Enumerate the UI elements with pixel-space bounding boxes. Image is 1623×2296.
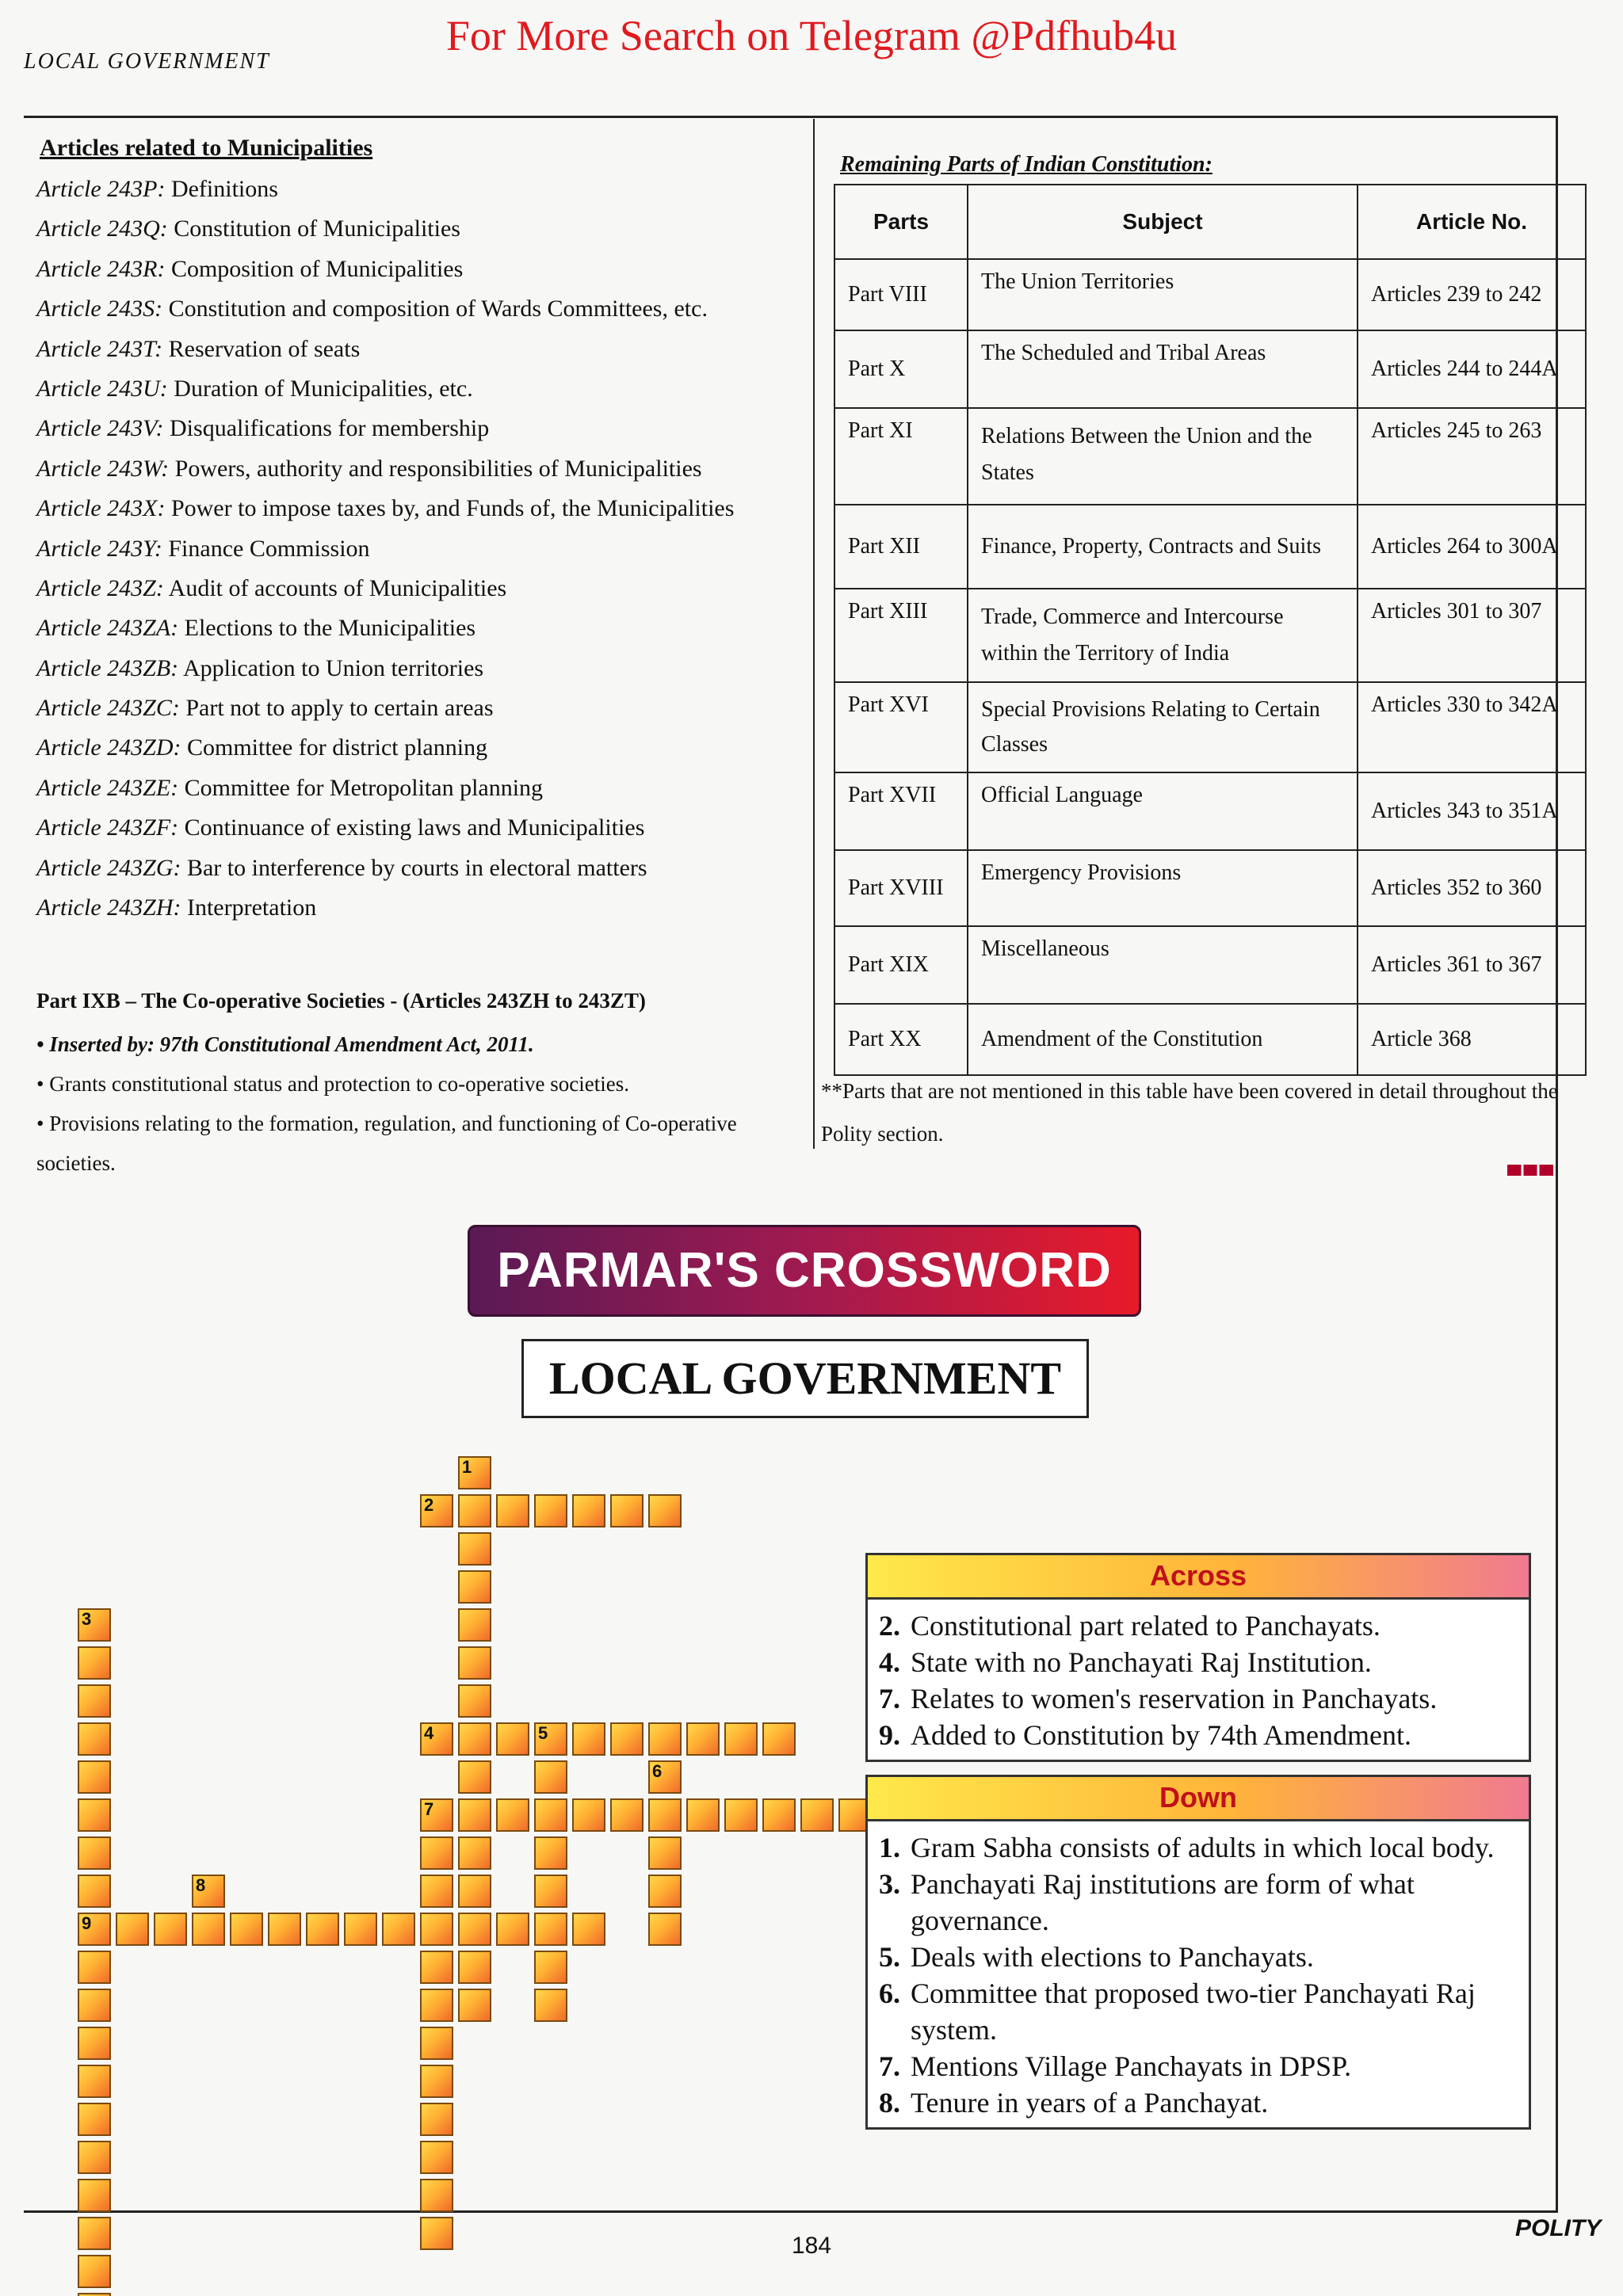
articles-heading: Articles related to Municipalities (40, 135, 373, 161)
cell-part: Part VIII (834, 259, 968, 330)
article-title: Power to impose taxes by, and Funds of, the Municipalities (165, 495, 735, 522)
cell-subject: Miscellaneous (968, 926, 1358, 1004)
crossword-cell[interactable] (420, 2027, 453, 2060)
table-header-row (834, 185, 1586, 259)
column-divider (813, 119, 815, 1149)
table-row (834, 259, 1586, 330)
article-title: Powers, authority and responsibilities of Municipalities (169, 455, 702, 482)
article-number: Article 243ZH: (36, 894, 181, 921)
crossword-cell[interactable] (78, 1684, 111, 1718)
cell-articles: Articles 244 to 244A (1358, 330, 1586, 408)
crossword-cell[interactable] (420, 1494, 453, 1527)
crossword-cell[interactable] (420, 2103, 453, 2136)
crossword-cell[interactable] (344, 1913, 377, 1946)
crossword-cell[interactable] (78, 2255, 111, 2288)
cell-subject: Amendment of the Constitution (968, 1004, 1358, 1075)
crossword-title: PARMAR'S CROSSWORD (468, 1225, 1141, 1317)
article-item (36, 376, 797, 415)
clue-text: Panchayati Raj institutions are form of what governance. (911, 1868, 1415, 1936)
article-title: Composition of Municipalities (165, 255, 464, 282)
down-clues-box (865, 1775, 1531, 2130)
clue-number: 3. (879, 1868, 900, 1900)
crossword-cell[interactable] (648, 1722, 682, 1756)
crossword-cell[interactable] (534, 1760, 567, 1794)
coop-point: • Grants constitutional status and protection to co-operative societies. (36, 1072, 630, 1096)
article-item (36, 415, 797, 455)
crossword-cell[interactable] (724, 1798, 758, 1832)
article-item (36, 176, 797, 215)
clue-text: Tenure in years of a Panchayat. (911, 2087, 1269, 2119)
article-item (36, 814, 797, 854)
crossword-cell[interactable] (78, 2103, 111, 2136)
down-clue-list (868, 1821, 1529, 2127)
clue-number: 6. (879, 1978, 900, 2009)
crossword-cell[interactable] (78, 1722, 111, 1756)
crossword-cell[interactable] (534, 1494, 567, 1527)
clue-text: Constitutional part related to Panchayats. (911, 1610, 1381, 1642)
crossword-subtitle: LOCAL GOVERNMENT (521, 1339, 1089, 1418)
cell-part: Part X (834, 330, 968, 408)
crossword-cell[interactable] (496, 1913, 529, 1946)
article-title: Bar to interference by courts in electoral matters (181, 854, 647, 881)
clue-number: 7. (879, 1683, 900, 1714)
article-item (36, 855, 797, 894)
clue-text: Committee that proposed two-tier Panchayati Raj system. (911, 1978, 1476, 2046)
crossword-cell[interactable] (154, 1913, 187, 1946)
article-item (36, 256, 797, 296)
cell-articles: Articles 245 to 263 (1358, 408, 1586, 505)
crossword-cell[interactable] (496, 1722, 529, 1756)
cell-articles: Articles 343 to 351A (1358, 772, 1586, 850)
crossword-cell[interactable] (458, 1570, 491, 1604)
crossword-cell[interactable] (420, 1951, 453, 1984)
across-clue (879, 1644, 1518, 1680)
crossword-cell[interactable] (686, 1722, 720, 1756)
table-row (834, 505, 1586, 589)
crossword-cell[interactable] (78, 1760, 111, 1794)
clue-text: Deals with elections to Panchayats. (911, 1941, 1314, 1973)
crossword-cell[interactable] (648, 1494, 682, 1527)
crossword-cell[interactable] (762, 1798, 796, 1832)
cell-part: Part XVI (834, 682, 968, 772)
article-item (36, 296, 797, 335)
crossword-cell[interactable] (420, 1913, 453, 1946)
article-title: Constitution and composition of Wards Committees, etc. (162, 296, 708, 322)
crossword-cell[interactable] (116, 1913, 149, 1946)
article-number: Article 243ZG: (36, 854, 181, 881)
article-title: Finance Commission (162, 535, 370, 562)
crossword-cell[interactable] (78, 1646, 111, 1680)
article-item (36, 336, 797, 376)
clue-start-number: 7 (424, 1799, 434, 1819)
table-row (834, 682, 1586, 772)
clue-number: 5. (879, 1941, 900, 1973)
cell-subject: Finance, Property, Contracts and Suits (968, 505, 1358, 589)
crossword-cell[interactable] (78, 1913, 111, 1946)
crossword-cell[interactable] (458, 1532, 491, 1566)
article-item (36, 575, 797, 615)
crossword-cell[interactable] (420, 1836, 453, 1870)
article-number: Article 243ZE: (36, 774, 179, 801)
down-clue (879, 1866, 1518, 1939)
crossword-cell[interactable] (648, 1836, 682, 1870)
article-title: Duration of Municipalities, etc. (167, 375, 473, 402)
crossword-cell[interactable] (534, 1989, 567, 2022)
down-clue (879, 2048, 1518, 2084)
running-head: LOCAL GOVERNMENT (24, 49, 270, 74)
crossword-cell[interactable] (78, 2065, 111, 2098)
crossword-cell[interactable] (648, 1760, 682, 1794)
article-number: Article 243X: (36, 495, 166, 522)
table-row (834, 850, 1586, 926)
cell-subject: Official Language (968, 772, 1358, 850)
crossword-cell[interactable] (78, 2141, 111, 2174)
clue-start-number: 3 (82, 1609, 92, 1629)
crossword-cell[interactable] (648, 1875, 682, 1908)
article-number: Article 243R: (36, 255, 166, 282)
crossword-cell[interactable] (458, 1722, 491, 1756)
down-clue (879, 2084, 1518, 2121)
cell-articles: Articles 301 to 307 (1358, 589, 1586, 682)
article-title: Committee for Metropolitan planning (178, 774, 544, 801)
crossword-cell[interactable] (420, 1875, 453, 1908)
crossword-cell[interactable] (534, 1836, 567, 1870)
table-row (834, 408, 1586, 505)
cell-subject: The Scheduled and Tribal Areas (968, 330, 1358, 408)
crossword-cell[interactable] (78, 1798, 111, 1832)
article-title: Application to Union territories (178, 654, 484, 681)
crossword-cell[interactable] (78, 2027, 111, 2060)
clue-text: State with no Panchayati Raj Institution. (911, 1646, 1372, 1678)
article-title: Elections to the Municipalities (178, 615, 476, 642)
article-title: Definitions (165, 176, 278, 202)
crossword-cell[interactable] (382, 1913, 415, 1946)
clue-start-number: 1 (462, 1457, 472, 1477)
clue-number: 2. (879, 1610, 900, 1642)
crossword-cell[interactable] (610, 1722, 643, 1756)
crossword-cell[interactable] (230, 1913, 263, 1946)
article-number: Article 243ZD: (36, 734, 181, 761)
article-item (36, 695, 797, 734)
crossword-cell[interactable] (458, 1646, 491, 1680)
table-row (834, 589, 1586, 682)
section-end-mark (1507, 1165, 1553, 1176)
column-header-subject: Subject (968, 185, 1358, 259)
column-header-parts: Parts (834, 185, 968, 259)
article-number: Article 243ZB: (36, 654, 179, 681)
article-number: Article 243U: (36, 375, 168, 402)
table-row (834, 772, 1586, 850)
crossword-cell[interactable] (572, 1722, 605, 1756)
article-item (36, 775, 797, 814)
cell-articles: Article 368 (1358, 1004, 1586, 1075)
article-number: Article 243W: (36, 455, 170, 482)
crossword-cell[interactable] (534, 1913, 567, 1946)
cell-part: Part XIII (834, 589, 968, 682)
crossword-cell[interactable] (78, 1875, 111, 1908)
crossword-cell[interactable] (458, 1989, 491, 2022)
crossword-cell[interactable] (610, 1494, 643, 1527)
article-list (36, 176, 797, 934)
article-item (36, 615, 797, 654)
frame-top-rule (24, 116, 1558, 118)
crossword-cell[interactable] (78, 2179, 111, 2212)
remaining-parts-table (834, 184, 1587, 1076)
article-title: Disqualifications for membership (163, 415, 490, 442)
crossword-cell[interactable] (78, 1989, 111, 2022)
clue-number: 8. (879, 2087, 900, 2119)
article-number: Article 243Z: (36, 574, 164, 601)
clue-number: 1. (879, 1832, 900, 1863)
cell-part: Part XVIII (834, 850, 968, 926)
crossword-cell[interactable] (762, 1722, 796, 1756)
table-row (834, 926, 1586, 1004)
crossword-cell[interactable] (458, 1951, 491, 1984)
crossword-cell[interactable] (800, 1798, 834, 1832)
coop-societies-section (36, 989, 797, 1183)
article-item (36, 536, 797, 575)
down-clue (879, 1939, 1518, 1975)
crossword-cell[interactable] (572, 1798, 605, 1832)
article-title: Constitution of Municipalities (167, 215, 460, 242)
clue-start-number: 5 (538, 1723, 548, 1743)
article-item (36, 894, 797, 934)
down-clue (879, 1829, 1518, 1866)
article-title: Committee for district planning (181, 734, 488, 761)
crossword-cell[interactable] (610, 1798, 643, 1832)
article-number: Article 243Y: (36, 535, 162, 562)
crossword-cell[interactable] (420, 1989, 453, 2022)
table-footnote: **Parts that are not mentioned in this table have been covered in detail throughout the Polity section. (821, 1079, 1558, 1146)
crossword-cell[interactable] (420, 2065, 453, 2098)
cell-articles: Articles 330 to 342A (1358, 682, 1586, 772)
crossword-cell[interactable] (534, 1875, 567, 1908)
crossword-cell[interactable] (458, 1684, 491, 1718)
crossword-cell[interactable] (420, 1798, 453, 1832)
crossword-cell[interactable] (458, 1875, 491, 1908)
article-title: Audit of accounts of Municipalities (163, 574, 507, 601)
article-number: Article 243P: (36, 176, 166, 202)
crossword-cell[interactable] (648, 1913, 682, 1946)
clue-number: 9. (879, 1719, 900, 1751)
down-header: Down (868, 1777, 1529, 1821)
cell-articles: Articles 352 to 360 (1358, 850, 1586, 926)
cell-articles: Articles 264 to 300A (1358, 505, 1586, 589)
crossword-cell[interactable] (496, 1798, 529, 1832)
remaining-parts-title: Remaining Parts of Indian Constitution: (840, 152, 1212, 177)
across-clues-box (865, 1553, 1531, 1762)
crossword-cell[interactable] (458, 1760, 491, 1794)
page-number: 184 (791, 2233, 832, 2259)
article-number: Article 243S: (36, 296, 163, 322)
table-row (834, 1004, 1586, 1075)
crossword-cell[interactable] (496, 1494, 529, 1527)
clue-number: 7. (879, 2050, 900, 2082)
article-title: Continuance of existing laws and Municipalities (178, 814, 645, 841)
coop-inserted-by: • Inserted by: 97th Constitutional Amendment Act, 2011. (36, 1032, 534, 1056)
cell-articles: Articles 361 to 367 (1358, 926, 1586, 1004)
down-clue (879, 1975, 1518, 2048)
crossword-cell[interactable] (78, 1836, 111, 1870)
crossword-cell[interactable] (458, 1798, 491, 1832)
clue-number: 4. (879, 1646, 900, 1678)
crossword-cell[interactable] (686, 1798, 720, 1832)
clue-text: Added to Constitution by 74th Amendment. (911, 1719, 1411, 1751)
clue-start-number: 8 (196, 1875, 206, 1895)
cell-part: Part XIX (834, 926, 968, 1004)
cell-part: Part XII (834, 505, 968, 589)
cell-subject: The Union Territories (968, 259, 1358, 330)
crossword-cell[interactable] (192, 1913, 225, 1946)
article-number: Article 243ZC: (36, 695, 180, 722)
crossword-cell[interactable] (458, 1836, 491, 1870)
crossword-cell[interactable] (420, 1722, 453, 1756)
crossword-cell[interactable] (78, 1608, 111, 1642)
across-clue (879, 1717, 1518, 1753)
cell-part: Part XX (834, 1004, 968, 1075)
coop-point: • Provisions relating to the formation, regulation, and functioning of Co-operative societies. (36, 1112, 737, 1175)
crossword-cell[interactable] (420, 2141, 453, 2174)
cell-part: Part XVII (834, 772, 968, 850)
telegram-banner: For More Search on Telegram @Pdfhub4u (445, 12, 1178, 59)
crossword-cell[interactable] (420, 2179, 453, 2212)
crossword-cell[interactable] (306, 1913, 339, 1946)
crossword-cell[interactable] (534, 1951, 567, 1984)
crossword-cell[interactable] (572, 1494, 605, 1527)
article-item (36, 456, 797, 495)
cell-subject: Trade, Commerce and Intercourse within the Territory of India (968, 589, 1358, 682)
crossword-cell[interactable] (458, 1608, 491, 1642)
article-number: Article 243ZF: (36, 814, 179, 841)
crossword-cell[interactable] (534, 1722, 567, 1756)
article-title: Part not to apply to certain areas (179, 695, 494, 722)
article-number: Article 243V: (36, 415, 164, 442)
cell-part: Part XI (834, 408, 968, 505)
clue-start-number: 4 (424, 1723, 434, 1743)
article-title: Reservation of seats (162, 335, 361, 362)
crossword-cell[interactable] (458, 1913, 491, 1946)
article-number: Article 243Q: (36, 215, 168, 242)
article-number: Article 243T: (36, 335, 163, 362)
coop-title: Part IXB – The Co-operative Societies - (Articles 243ZH to 243ZT) (36, 989, 646, 1013)
clue-start-number: 6 (652, 1761, 663, 1781)
article-item (36, 215, 797, 255)
crossword-cell[interactable] (572, 1913, 605, 1946)
across-header: Across (868, 1555, 1529, 1600)
article-item (36, 655, 797, 695)
crossword-cell[interactable] (458, 1494, 491, 1527)
cell-subject: Relations Between the Union and the States (968, 408, 1358, 505)
frame-bottom-rule (24, 2210, 1558, 2213)
article-title: Interpretation (181, 894, 317, 921)
clue-text: Mentions Village Panchayats in DPSP. (911, 2050, 1352, 2082)
across-clue-list (868, 1600, 1529, 1760)
crossword-cell[interactable] (458, 1456, 491, 1489)
clue-start-number: 9 (82, 1913, 92, 1933)
crossword-cell[interactable] (648, 1798, 682, 1832)
cell-subject: Emergency Provisions (968, 850, 1358, 926)
table-row (834, 330, 1586, 408)
article-item (36, 495, 797, 535)
cell-articles: Articles 239 to 242 (1358, 259, 1586, 330)
crossword-cell[interactable] (192, 1875, 225, 1908)
clue-start-number: 2 (424, 1495, 434, 1515)
crossword-cell[interactable] (534, 1798, 567, 1832)
crossword-cell[interactable] (268, 1913, 301, 1946)
across-clue (879, 1680, 1518, 1717)
article-number: Article 243ZA: (36, 615, 179, 642)
cell-subject: Special Provisions Relating to Certain Classes (968, 682, 1358, 772)
clue-text: Relates to women's reservation in Panchayats. (911, 1683, 1438, 1714)
clue-text: Gram Sabha consists of adults in which local body. (911, 1832, 1495, 1863)
across-clue (879, 1608, 1518, 1644)
article-item (36, 734, 797, 774)
crossword-cell[interactable] (724, 1722, 758, 1756)
crossword-cell[interactable] (78, 1951, 111, 1984)
crossword-cell[interactable] (78, 2293, 111, 2296)
column-header-article-no: Article No. (1358, 185, 1586, 259)
section-name: POLITY (1515, 2215, 1602, 2241)
